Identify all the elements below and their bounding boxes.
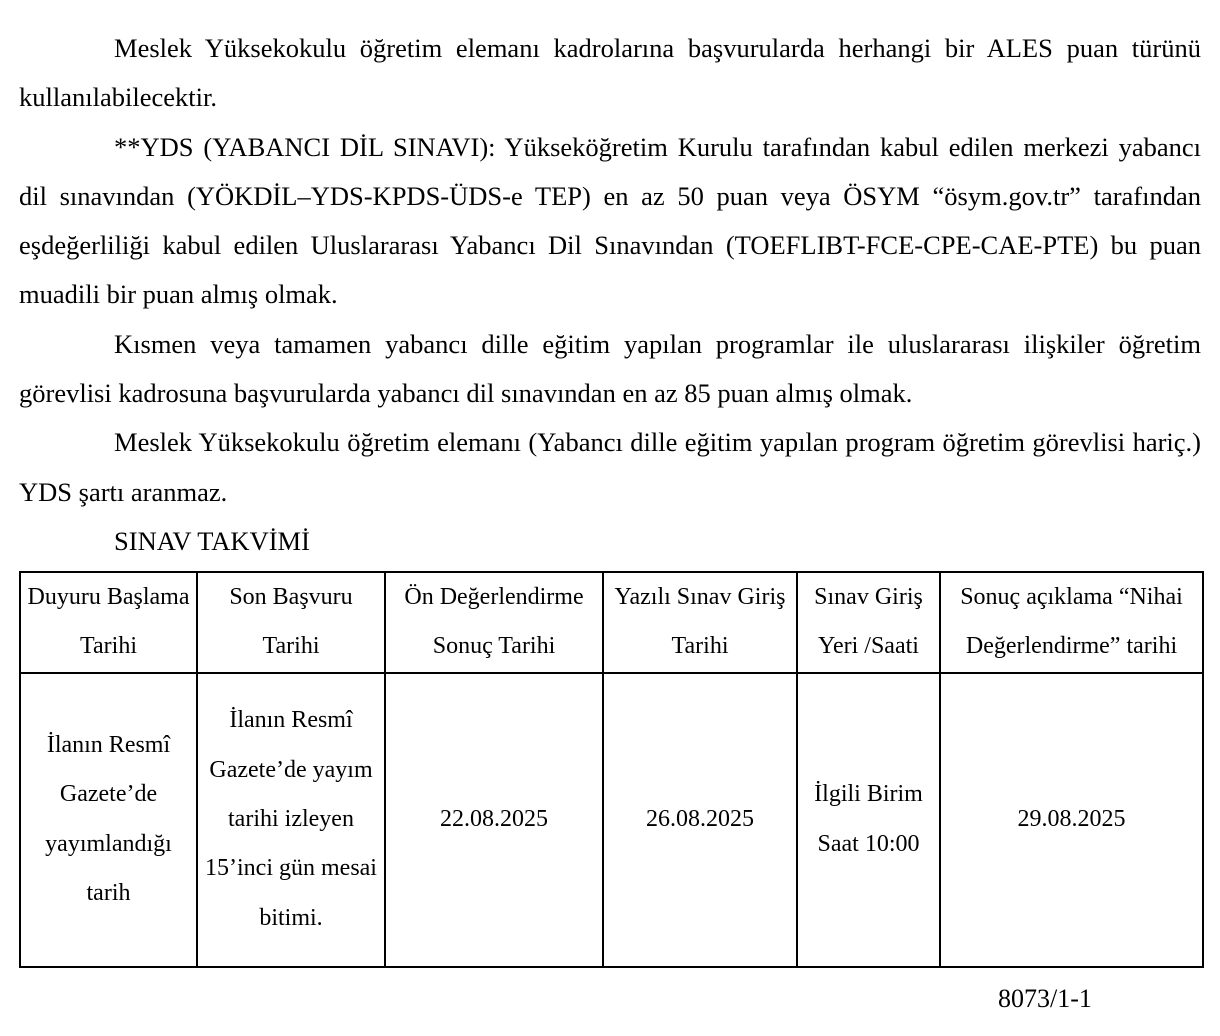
paragraph-yds: **YDS (YABANCI DİL SINAVI): Yükseköğretim Kurulu tarafından kabul edilen merkezi yabancı dil sınavından (YÖKDİL–YDS-KPDS-ÜDS-e TEP) en az 50 puan veya ÖSYM “ösym.gov.tr” tarafından eşdeğerliliği kabul edilen Uluslararası Yabancı Dil Sınavından (TOEFLIBT-FCE-CPE-CAE-PTE) bu puan muadili bir puan almış olmak. [19,131,1201,310]
cell-written-exam-date: 26.08.2025 [603,673,797,967]
schedule-heading: SINAV TAKVİMİ [114,525,310,556]
cell-preliminary-result-date: 22.08.2025 [385,673,603,967]
paragraph-foreign-language-programs: Kısmen veya tamamen yabancı dille eğitim yapılan programlar ile uluslararası ilişkiler öğretim görevlisi kadrosuna başvurularda yabancı dil sınavından en az 85 puan almış olmak. [19,328,1201,409]
paragraph-yds-exemption: Meslek Yüksekokulu öğretim elemanı (Yabancı dille eğitim yapılan program öğretim görevlisi hariç.) YDS şartı aranmaz. [19,427,1201,507]
header-preliminary-result-date: Ön Değerlendirme Sonuç Tarihi [385,572,603,673]
exam-schedule-table [19,571,1204,968]
table-header-row [20,572,1203,673]
table-row [20,673,1203,967]
cell-announcement-start-date: İlanın Resmî Gazete’de yayımlandığı tarih [20,673,197,967]
header-application-deadline: Son Başvuru Tarihi [197,572,385,673]
header-written-exam-date: Yazılı Sınav Giriş Tarihi [603,572,797,673]
cell-final-result-date: 29.08.2025 [940,673,1203,967]
cell-application-deadline: İlanın Resmî Gazete’de yayım tarihi izleyen 15’inci gün mesai bitimi. [197,673,385,967]
document-body [19,24,1201,566]
document-code: 8073/1-1 [998,984,1092,1013]
cell-exam-place-time: İlgili Birim Saat 10:00 [797,673,940,967]
paragraph-ales: Meslek Yüksekokulu öğretim elemanı kadrolarına başvurularda herhangi bir ALES puan türünü kullanılabilecektir. [19,33,1201,113]
header-exam-place-time: Sınav Giriş Yeri /Saati [797,572,940,673]
header-announcement-start-date: Duyuru Başlama Tarihi [20,572,197,673]
header-final-result-date: Sonuç açıklama “Nihai Değerlendirme” tarihi [940,572,1203,673]
